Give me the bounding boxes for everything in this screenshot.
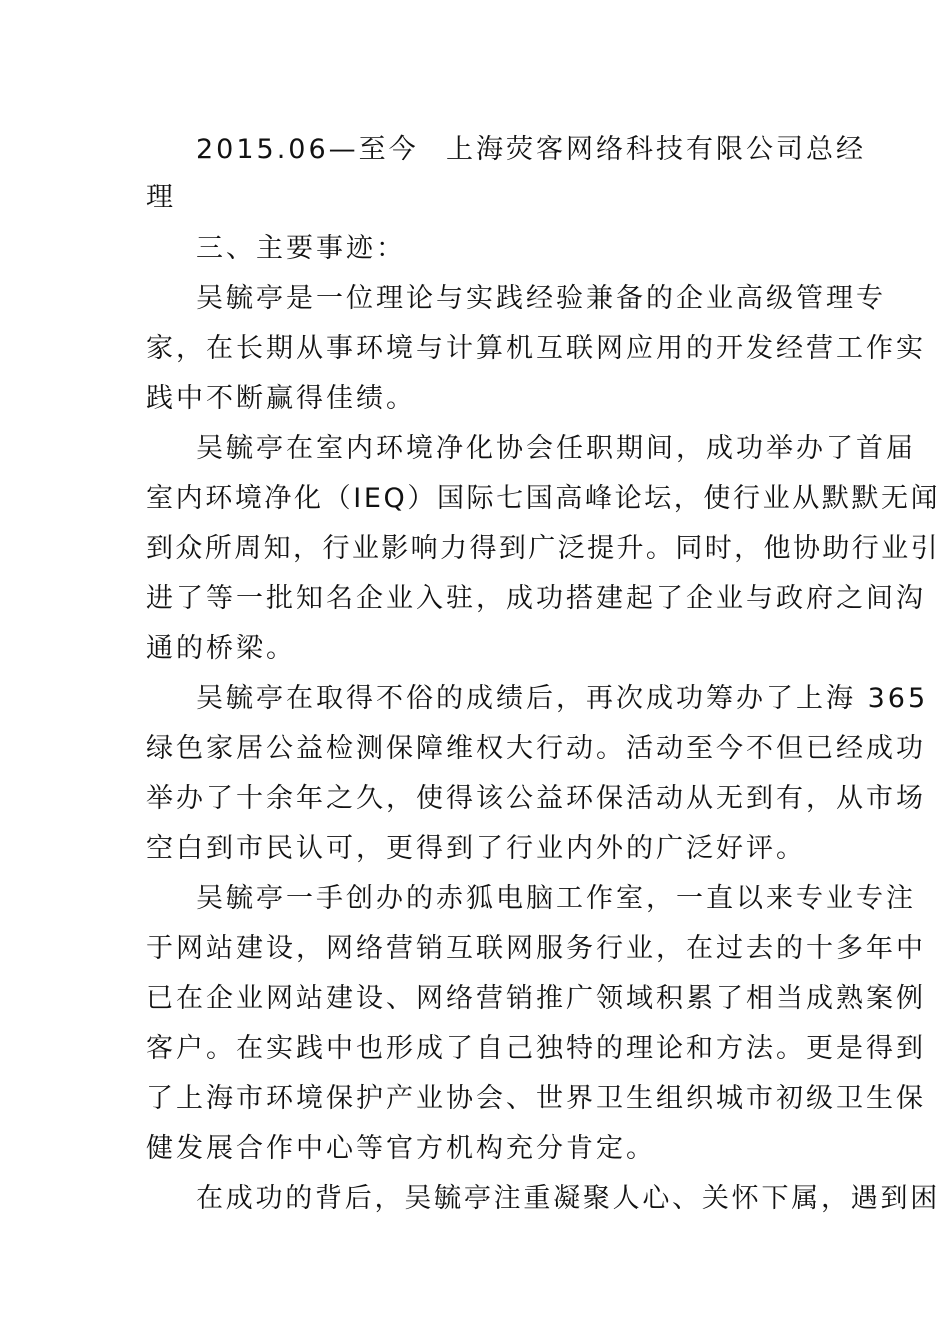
paragraph-line: 举办了十余年之久，使得该公益环保活动从无到有，从市场: [146, 783, 926, 814]
paragraph-line: 进了等一批知名企业入驻，成功搭建起了企业与政府之间沟: [146, 583, 926, 614]
section-heading: 三、主要事迹：: [196, 233, 406, 264]
paragraph-line: 绿色家居公益检测保障维权大行动。活动至今不但已经成功: [146, 733, 926, 764]
paragraph-line: 吴毓亭在取得不俗的成绩后，再次成功筹办了上海 365: [196, 683, 929, 714]
paragraph-line: 空白到市民认可，更得到了行业内外的广泛好评。: [146, 833, 806, 864]
paragraph-line: 了上海市环境保护产业协会、世界卫生组织城市初级卫生保: [146, 1083, 926, 1114]
paragraph-line: 家，在长期从事环境与计算机互联网应用的开发经营工作实: [146, 333, 926, 364]
paragraph-line: 客户。在实践中也形成了自己独特的理论和方法。更是得到: [146, 1033, 926, 1064]
paragraph-line: 通的桥梁。: [146, 633, 296, 664]
career-position: 上海荧客网络科技有限公司总经: [446, 134, 866, 165]
paragraph-line: 于网站建设，网络营销互联网服务行业，在过去的十多年中: [146, 933, 926, 964]
paragraph-line: 室内环境净化（IEQ）国际七国高峰论坛，使行业从默默无闻: [146, 483, 941, 514]
career-period: 2015.06—至今: [196, 134, 419, 165]
paragraph-line: 在成功的背后，吴毓亭注重凝聚人心、关怀下属，遇到困: [196, 1183, 940, 1214]
paragraph-line: 健发展合作中心等官方机构充分肯定。: [146, 1133, 656, 1164]
paragraph-line: 已在企业网站建设、网络营销推广领域积累了相当成熟案例: [146, 983, 926, 1014]
paragraph-line: 吴毓亭是一位理论与实践经验兼备的企业高级管理专: [196, 283, 886, 314]
paragraph-line: 吴毓亭在室内环境净化协会任职期间，成功举办了首届: [196, 433, 916, 464]
career-position-continued: 理: [146, 182, 176, 213]
paragraph-line: 吴毓亭一手创办的赤狐电脑工作室，一直以来专业专注: [196, 883, 916, 914]
paragraph-line: 践中不断赢得佳绩。: [146, 383, 416, 414]
paragraph-line: 到众所周知，行业影响力得到广泛提升。同时，他协助行业引: [146, 533, 940, 564]
career-entry-line: [196, 130, 419, 170]
